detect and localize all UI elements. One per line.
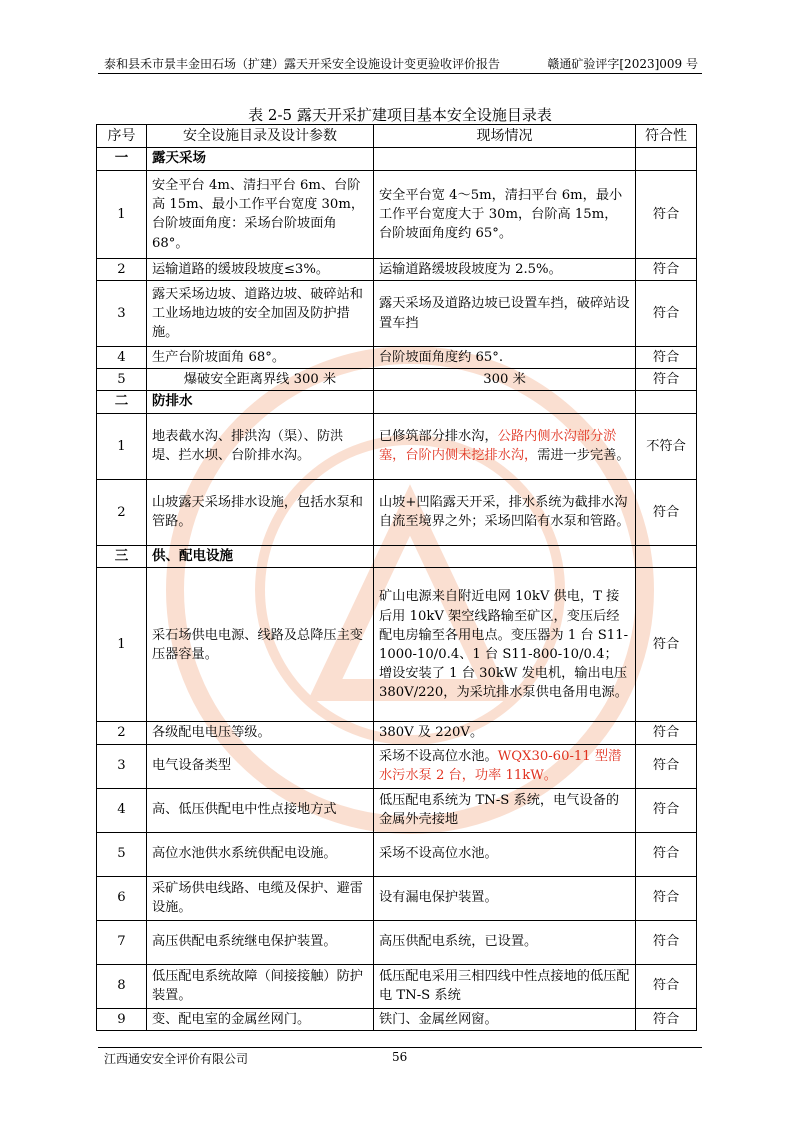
row-status	[374, 413, 636, 479]
row-result: 符合	[636, 876, 697, 920]
footer-company: 江西通安安全评价有限公司	[104, 1052, 249, 1066]
status-text: 380V 及 220V。	[379, 725, 484, 741]
row-result: 符合	[636, 281, 697, 347]
row-status	[374, 832, 636, 876]
row-number: 3	[97, 281, 147, 347]
row-status	[374, 369, 636, 391]
empty-cell	[374, 391, 636, 414]
row-status	[374, 568, 636, 722]
row-number: 7	[97, 920, 147, 964]
table-row	[97, 788, 697, 832]
table-row	[97, 568, 697, 722]
table-row	[97, 369, 697, 391]
col-header-status: 现场情况	[374, 125, 636, 148]
empty-cell	[636, 391, 697, 414]
row-status	[374, 479, 636, 545]
footer-divider	[98, 1047, 702, 1048]
status-text: 采场不设高位水池。	[379, 846, 498, 862]
empty-cell	[636, 148, 697, 171]
status-text: 低压配电系统为 TN-S 系统，电气设备的金属外壳接地	[379, 792, 620, 828]
row-item: 各级配电电压等级。	[147, 722, 374, 744]
row-status	[374, 170, 636, 258]
table-row	[97, 964, 697, 1008]
row-item: 变、配电室的金属丝网门。	[147, 1008, 374, 1030]
status-text: 山坡+凹陷露天开采，排水系统为截排水沟自流至境界之外；采场凹陷有水泵和管路。	[379, 495, 630, 530]
empty-cell	[374, 545, 636, 568]
row-status	[374, 920, 636, 964]
row-item: 采矿场供电线路、电缆及保护、避雷设施。	[147, 876, 374, 920]
row-result: 不符合	[636, 413, 697, 479]
row-result: 符合	[636, 788, 697, 832]
document-number: 赣通矿验评字[2023]009 号	[547, 57, 698, 71]
page-header	[98, 52, 702, 74]
row-status	[374, 1008, 636, 1030]
row-number: 1	[97, 170, 147, 258]
row-number: 3	[97, 744, 147, 788]
row-item: 高、低压供配电中性点接地方式	[147, 788, 374, 832]
section-title: 露天采场	[147, 148, 374, 171]
status-highlight: 公路内侧水沟部分淤塞，台阶内侧未挖排水沟，	[379, 429, 617, 464]
row-item: 生产台阶坡面角 68°。	[147, 347, 374, 369]
row-number: 1	[97, 413, 147, 479]
status-tail: 需进一步完善。	[537, 448, 630, 464]
row-result: 符合	[636, 832, 697, 876]
section-title: 防排水	[147, 391, 374, 414]
col-header-item: 安全设施目录及设计参数	[147, 125, 374, 148]
row-result: 符合	[636, 722, 697, 744]
table-row	[97, 920, 697, 964]
status-text: 台阶坡面角度约 65°.	[379, 350, 504, 365]
table-row	[97, 258, 697, 280]
section-row	[97, 148, 697, 171]
row-item: 爆破安全距离界线 300 米	[147, 369, 374, 391]
row-number: 4	[97, 788, 147, 832]
section-number: 一	[97, 148, 147, 171]
row-number: 9	[97, 1008, 147, 1030]
status-text: 已修筑部分排水沟，	[379, 429, 498, 445]
row-result: 符合	[636, 170, 697, 258]
table-row	[97, 876, 697, 920]
row-result: 符合	[636, 744, 697, 788]
row-number: 5	[97, 369, 147, 391]
status-highlight: WQX30-60-11 型潜水污水泵 2 台，功率 11kW。	[379, 748, 622, 784]
section-number: 二	[97, 391, 147, 414]
row-status	[374, 744, 636, 788]
row-item: 安全平台 4m、清扫平台 6m、台阶高 15m、最小工作平台宽度 30m，台阶坡面角度：采场台阶坡面角 68°。	[147, 170, 374, 258]
table-row	[97, 722, 697, 744]
row-result: 符合	[636, 479, 697, 545]
table-row	[97, 832, 697, 876]
row-status	[374, 347, 636, 369]
section-row	[97, 545, 697, 568]
row-result: 符合	[636, 920, 697, 964]
row-item: 山坡露天采场排水设施，包括水泵和管路。	[147, 479, 374, 545]
status-text: 设有漏电保护装置。	[379, 890, 498, 906]
status-text: 安全平台宽 4～5m，清扫平台 6m，最小工作平台宽度大于 30m，台阶高 15m，台阶坡面角度约 65°。	[379, 187, 623, 241]
row-number: 8	[97, 964, 147, 1008]
col-header-result: 符合性	[636, 125, 697, 148]
row-result: 符合	[636, 369, 697, 391]
section-title: 供、配电设施	[147, 545, 374, 568]
row-number: 6	[97, 876, 147, 920]
status-text: 露天采场及道路边坡已设置车挡，破碎站设置车挡	[379, 296, 630, 331]
header-divider	[98, 73, 702, 74]
status-text: 高压供配电系统，已设置。	[379, 934, 538, 950]
status-text: 低压配电采用三相四线中性点接地的低压配电 TN-S 系统	[379, 968, 630, 1004]
row-number: 2	[97, 722, 147, 744]
row-result: 符合	[636, 258, 697, 280]
row-item: 电气设备类型	[147, 744, 374, 788]
row-number: 5	[97, 832, 147, 876]
row-status	[374, 722, 636, 744]
row-status	[374, 964, 636, 1008]
empty-cell	[636, 545, 697, 568]
row-status	[374, 258, 636, 280]
section-row	[97, 391, 697, 414]
empty-cell	[374, 148, 636, 171]
table-row	[97, 281, 697, 347]
row-item: 高位水池供水系统供配电设施。	[147, 832, 374, 876]
table-row	[97, 170, 697, 258]
row-item: 地表截水沟、排洪沟（渠）、防洪堤、拦水坝、台阶排水沟。	[147, 413, 374, 479]
row-number: 1	[97, 568, 147, 722]
row-item: 露天采场边坡、道路边坡、破碎站和工业场地边坡的安全加固及防护措施。	[147, 281, 374, 347]
status-text: 铁门、金属丝网窗。	[379, 1011, 498, 1027]
table-header-row	[97, 125, 697, 148]
row-result: 符合	[636, 1008, 697, 1030]
row-status	[374, 788, 636, 832]
row-number: 2	[97, 258, 147, 280]
table-row	[97, 1008, 697, 1030]
status-text: 采场不设高位水池。	[379, 748, 498, 764]
safety-facility-table	[96, 124, 697, 1031]
report-title: 泰和县禾市景丰金田石场（扩建）露天开采安全设施设计变更验收评价报告	[104, 57, 501, 71]
status-text: 300 米	[483, 372, 526, 388]
row-item: 采石场供电电源、线路及总降压主变压器容量。	[147, 568, 374, 722]
row-number: 4	[97, 347, 147, 369]
row-status	[374, 281, 636, 347]
row-item: 高压供配电系统继电保护装置。	[147, 920, 374, 964]
row-result: 符合	[636, 568, 697, 722]
status-text: 矿山电源来自附近电网 10kV 供电，T 接后用 10kV 架空线路输至矿区，变压后经配电房输至各用电点。变压器为 1 台 S11-1000-10/0.4、1 台 S11-800-10/0.4；增设安装了 1 台 30kW 发电机，输出电压 380V/220，为采坑排水泵供电备用电源。	[379, 589, 629, 701]
status-text: 运输道路缓坡段坡度为 2.5%。	[379, 261, 562, 277]
row-result: 符合	[636, 347, 697, 369]
col-header-no: 序号	[97, 125, 147, 148]
table-row	[97, 347, 697, 369]
table-row	[97, 744, 697, 788]
row-status	[374, 876, 636, 920]
row-number: 2	[97, 479, 147, 545]
row-result: 符合	[636, 964, 697, 1008]
row-item: 低压配电系统故障（间接接触）防护装置。	[147, 964, 374, 1008]
page-number: 56	[392, 1050, 408, 1064]
table-row	[97, 479, 697, 545]
table-row	[97, 413, 697, 479]
table-caption: 表 2-5 露天开采扩建项目基本安全设施目录表	[248, 106, 552, 124]
section-number: 三	[97, 545, 147, 568]
row-item: 运输道路的缓坡段坡度≤3%。	[147, 258, 374, 280]
